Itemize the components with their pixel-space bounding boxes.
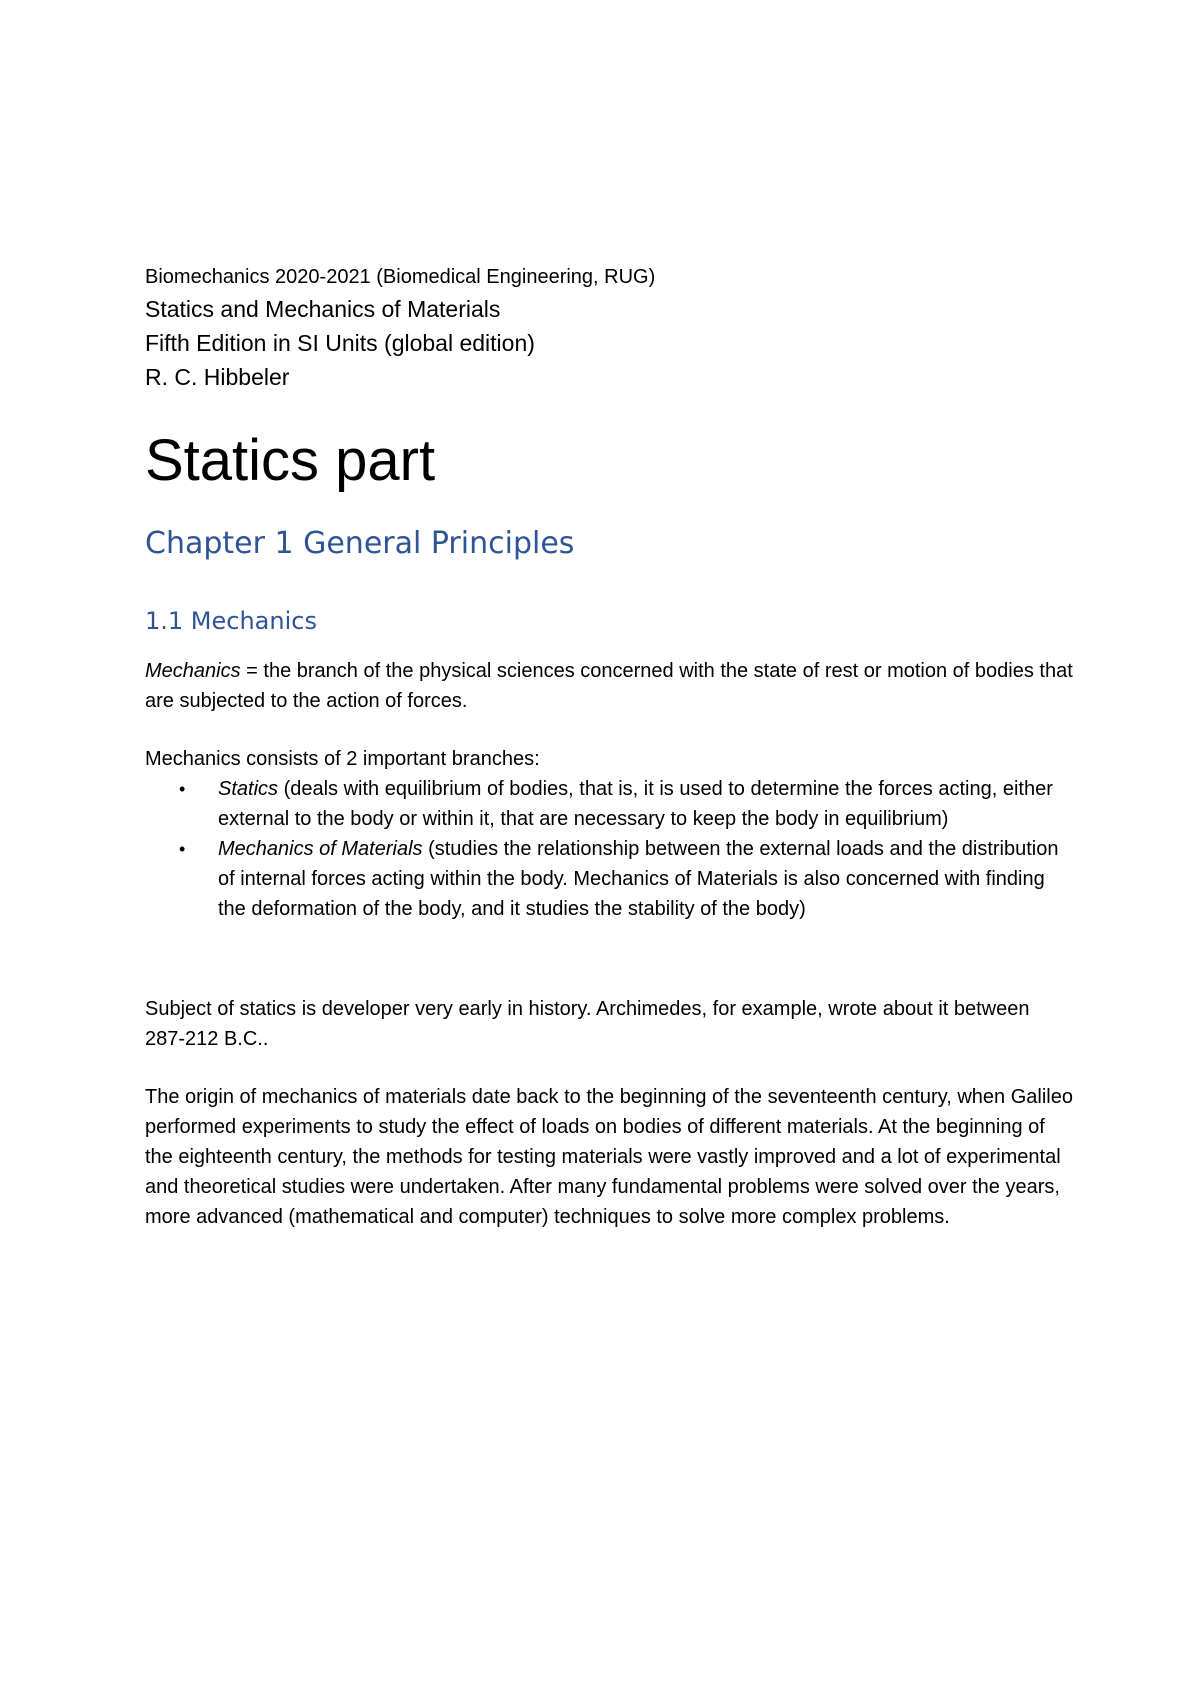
definition-term: Mechanics <box>145 660 241 682</box>
list-item <box>145 834 1075 924</box>
branch-description: (deals with equilibrium of bodies, that is, it is used to determine the forces acting, either external to the body or within it, that are necessary to keep the body in equilibrium) <box>218 778 1053 830</box>
mechanics-definition <box>145 656 1075 716</box>
branch-term: Mechanics of Materials <box>218 838 423 860</box>
part-title: Statics part <box>145 428 436 493</box>
definition-text: = the branch of the physical sciences concerned with the state of rest or motion of bodies that are subjected to the action of forces. <box>145 660 1073 712</box>
branches-list <box>145 774 1075 924</box>
branch-description: (studies the relationship between the external loads and the distribution of internal forces acting within the body. Mechanics of Materials is also concerned with finding the deformation of the body, and it studies the stability of the body) <box>218 838 1059 920</box>
book-title: Statics and Mechanics of Materials <box>145 296 501 322</box>
branch-term: Statics <box>218 778 279 800</box>
bullet-icon: • <box>179 779 186 799</box>
course-line: Biomechanics 2020-2021 (Biomedical Engineering, RUG) <box>145 266 656 288</box>
author-line: R. C. Hibbeler <box>145 364 290 390</box>
chapter-heading: Chapter 1 General Principles <box>145 526 575 561</box>
edition-line: Fifth Edition in SI Units (global edition) <box>145 330 535 356</box>
statics-history-paragraph: Subject of statics is developer very early in history. Archimedes, for example, wrote about it between 287-212 B.C.. <box>145 998 1030 1050</box>
bullet-icon: • <box>179 839 186 859</box>
section-heading: 1.1 Mechanics <box>145 607 317 635</box>
document-content <box>145 262 1075 1232</box>
branches-intro: Mechanics consists of 2 important branches: <box>145 748 540 770</box>
list-item <box>145 774 1075 834</box>
materials-history-paragraph: The origin of mechanics of materials date back to the beginning of the seventeenth century, when Galileo performed experiments to study the effect of loads on bodies of different materials. At the beginning of the eighteenth century, the methods for testing materials were vastly improved and a lot of experimental and theoretical studies were undertaken. After many fundamental problems were solved over the years, more advanced (mathematical and computer) techniques to solve more complex problems. <box>145 1086 1073 1228</box>
